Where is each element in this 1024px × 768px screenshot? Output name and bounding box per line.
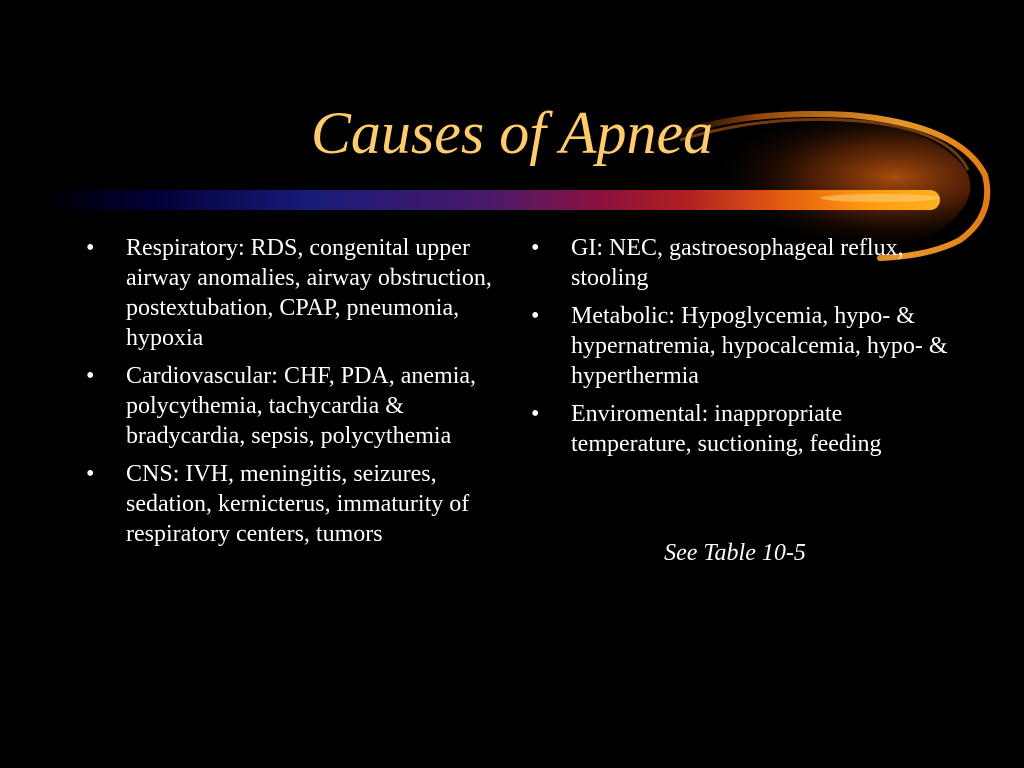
bullet-icon: • (86, 461, 95, 487)
bullet-item-metabolic (531, 301, 951, 391)
bullet-item-respiratory (86, 233, 506, 353)
bullet-text: Enviromental: inappropriate temperature, suctioning, feeding (571, 401, 882, 457)
bullet-icon: • (531, 303, 540, 329)
bar-highlight (820, 194, 940, 202)
bullet-item-environmental (531, 399, 951, 459)
bullet-icon: • (86, 363, 95, 389)
table-reference-note: See Table 10-5 (664, 540, 806, 566)
bullet-text: Respiratory: RDS, congenital upper airway anomalies, airway obstruction, postextubation, CPAP, pneumonia, hypoxia (126, 235, 492, 351)
bullet-text: Metabolic: Hypoglycemia, hypo- & hypernatremia, hypocalcemia, hypo- & hyperthermia (571, 303, 948, 389)
gradient-bar (40, 190, 940, 210)
bullet-icon: • (531, 401, 540, 427)
bullet-item-cns (86, 459, 506, 549)
left-bullet-list (86, 233, 506, 557)
slide-title: Causes of Apnea (310, 100, 714, 166)
bullet-text: GI: NEC, gastroesophageal reflux, stooling (571, 235, 904, 291)
bullet-icon: • (86, 235, 95, 261)
bullet-item-gi (531, 233, 951, 293)
bullet-item-cardiovascular (86, 361, 506, 451)
bullet-text: CNS: IVH, meningitis, seizures, sedation, kernicterus, immaturity of respiratory centers, tumors (126, 461, 470, 547)
bullet-icon: • (531, 235, 540, 261)
right-bullet-list (531, 233, 951, 467)
bullet-text: Cardiovascular: CHF, PDA, anemia, polycythemia, tachycardia & bradycardia, sepsis, polycythemia (126, 363, 477, 449)
